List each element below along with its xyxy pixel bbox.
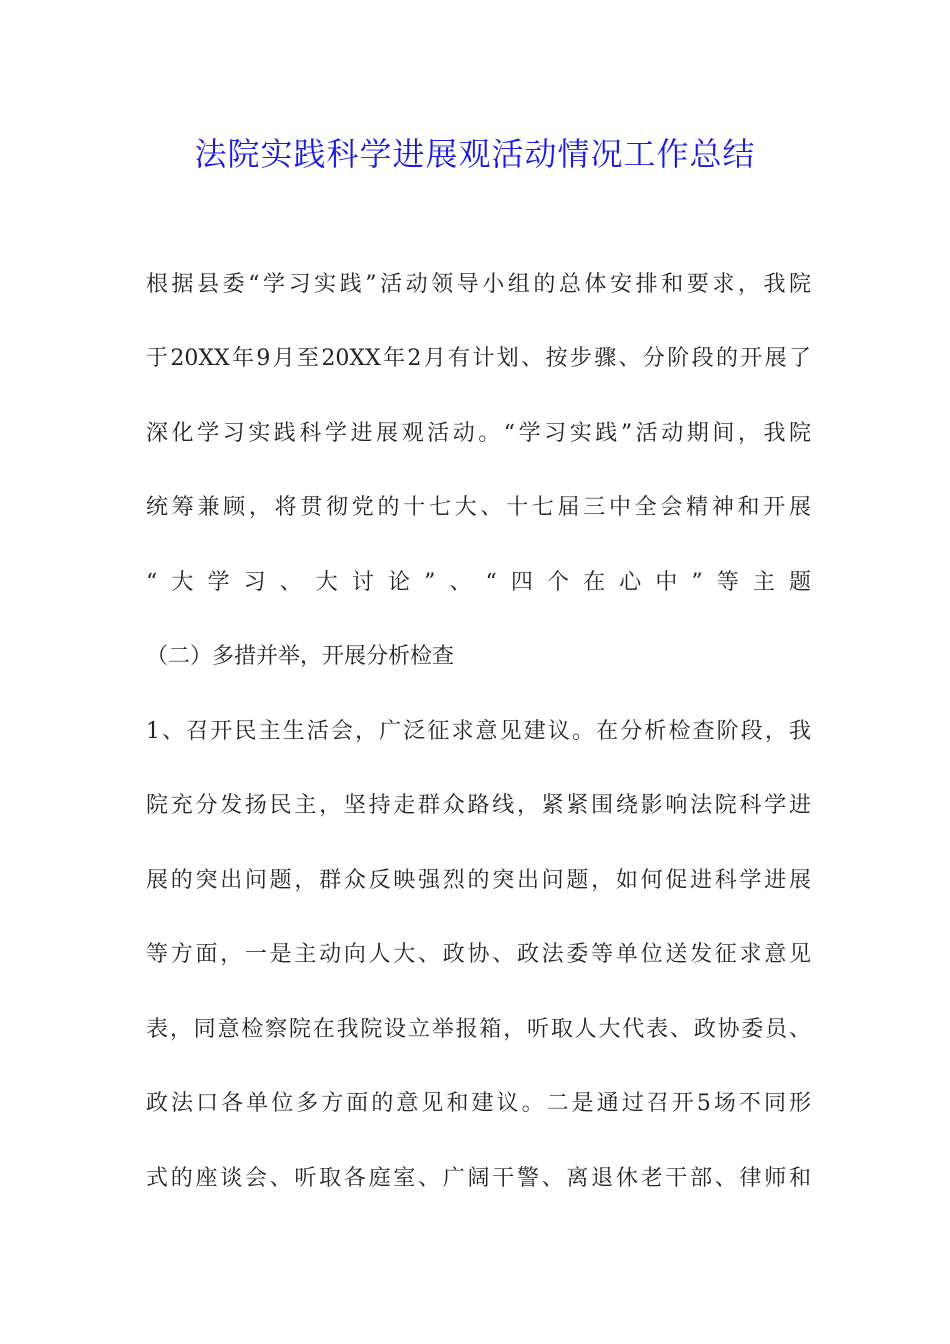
body-line-10: 等方面，一是主动向人大、政协、政法委等单位送发征求意见	[146, 942, 811, 967]
body-line-11: 表，同意检察院在我院设立举报箱，听取人大代表、政协委员、	[146, 1017, 811, 1042]
body-line-7: 1、召开民主生活会，广泛征求意见建议。在分析检查阶段，我	[146, 719, 811, 744]
body-line-12: 政法口各单位多方面的意见和建议。二是通过召开5场不同形	[146, 1091, 811, 1116]
document-title: 法院实践科学进展观活动情况工作总结	[194, 135, 756, 173]
body-line-2: 于20XX年9月至20XX年2月有计划、按步骤、分阶段的开展了	[146, 346, 811, 371]
body-line-4: 统筹兼顾，将贯彻党的十七大、十七届三中全会精神和开展	[146, 495, 811, 520]
body-line-3: 深化学习实践科学进展观活动。“学习实践”活动期间，我院	[146, 421, 811, 446]
body-line-5: “大学习、大讨论”、“四个在心中”等主题	[146, 570, 811, 595]
section-heading: （二）多措并举，开展分析检查	[146, 644, 455, 669]
body-line-13: 式的座谈会、听取各庭室、广阔干警、离退休老干部、律师和	[146, 1166, 811, 1191]
body-line-1: 根据县委“学习实践”活动领导小组的总体安排和要求，我院	[146, 272, 811, 297]
body-line-9: 展的突出问题，群众反映强烈的突出问题，如何促进科学进展	[146, 868, 811, 893]
body-line-8: 院充分发扬民主，坚持走群众路线，紧紧围绕影响法院科学进	[146, 793, 811, 818]
